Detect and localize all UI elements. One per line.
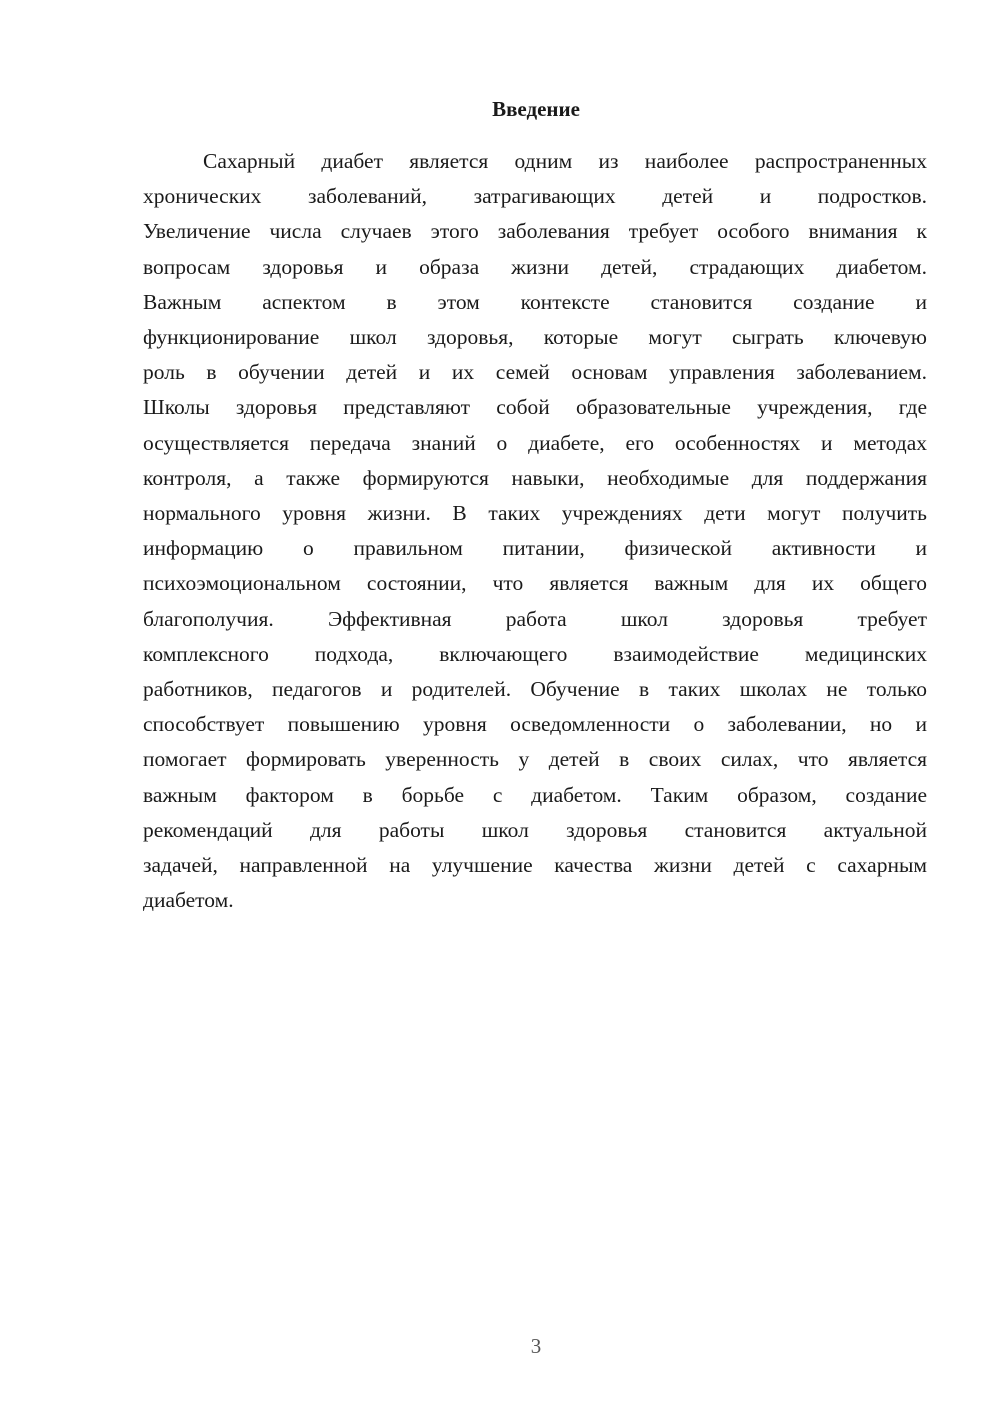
section-title: Введение bbox=[492, 97, 580, 121]
paragraph-line: Школы здоровья представляют собой образовательные учреждения, где bbox=[143, 395, 927, 420]
paragraph-line: нормального уровня жизни. В таких учреждениях дети могут получить bbox=[143, 501, 927, 526]
paragraph-line: функционирование школ здоровья, которые могут сыграть ключевую bbox=[143, 325, 927, 350]
paragraph-line: осуществляется передача знаний о диабете, его особенностях и методах bbox=[143, 430, 927, 455]
paragraph-line: вопросам здоровья и образа жизни детей, страдающих диабетом. bbox=[143, 254, 927, 279]
paragraph-line: способствует повышению уровня осведомленности о заболевании, но и bbox=[143, 712, 927, 737]
paragraph-line: работников, педагогов и родителей. Обучение в таких школах не только bbox=[143, 677, 927, 702]
paragraph-line: важным фактором в борьбе с диабетом. Таким образом, создание bbox=[143, 782, 927, 807]
paragraph-line: рекомендаций для работы школ здоровья становится актуальной bbox=[143, 817, 927, 842]
paragraph-line: благополучия. Эффективная работа школ здоровья требует bbox=[143, 606, 927, 631]
paragraph-line: Сахарный диабет является одним из наиболее распространенных bbox=[203, 149, 927, 173]
paragraph-line: роль в обучении детей и их семей основам управления заболеванием. bbox=[143, 360, 927, 385]
paragraph-line: информацию о правильном питании, физической активности и bbox=[143, 536, 927, 561]
paragraph-line: психоэмоциональном состоянии, что является важным для их общего bbox=[143, 571, 927, 596]
paragraph-line: комплексного подхода, включающего взаимодействие медицинских bbox=[143, 641, 927, 666]
paragraph-line: диабетом. bbox=[143, 888, 234, 913]
paragraph-line: контроля, а также формируются навыки, необходимые для поддержания bbox=[143, 465, 927, 490]
intro-paragraph bbox=[143, 144, 927, 918]
page-number: 3 bbox=[530, 1334, 542, 1358]
paragraph-line: Увеличение числа случаев этого заболевания требует особого внимания к bbox=[143, 219, 927, 244]
paragraph-line: помогает формировать уверенность у детей в своих силах, что является bbox=[143, 747, 927, 772]
paragraph-line: Важным аспектом в этом контексте становится создание и bbox=[143, 289, 927, 314]
paragraph-line: задачей, направленной на улучшение качества жизни детей с сахарным bbox=[143, 853, 927, 878]
paragraph-line: хронических заболеваний, затрагивающих детей и подростков. bbox=[143, 184, 927, 209]
